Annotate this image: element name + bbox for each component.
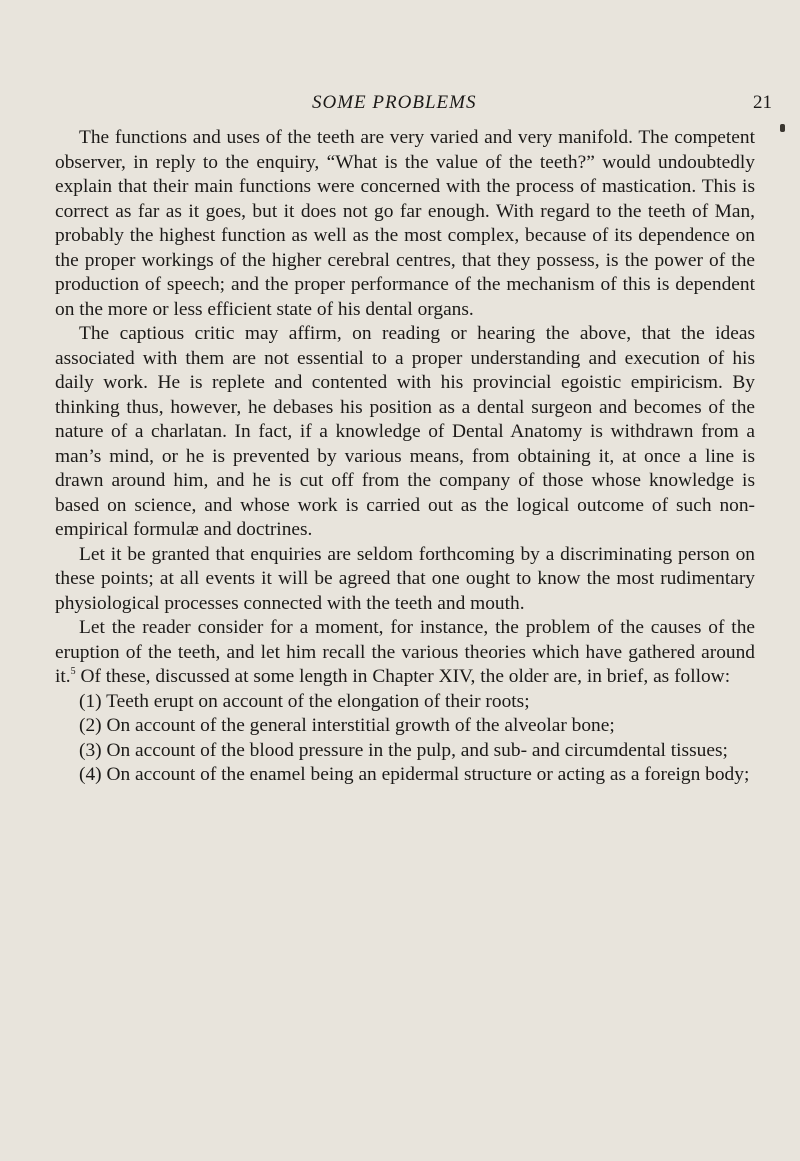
list-item-blood-pressure: (3) On account of the blood pressure in the pulp, and sub- and circumdental tissues; <box>79 739 728 761</box>
ink-speck <box>780 124 785 132</box>
paragraph-functions-of-teeth: The functions and uses of the teeth are very varied and very manifold. The competent observer, in reply to the enquiry, “What is the value of the teeth?” would undoubtedly explain that their main functions were concerned with the process of mastication. This is correct as far as it goes, but it does not go far enough. With regard to the teeth of Man, probably the highest function as well as the most complex, because of its dependence on the proper workings of the higher cerebral centres, that they possess, is the power of the production of speech; and the proper performance of the mechanism of this is dependent on the more or less efficient state of his dental organs. <box>55 127 755 320</box>
page-number: 21 <box>753 92 772 113</box>
paragraph-enquiries: Let it be granted that enquiries are seldom forthcoming by a discriminating person on these points; at all events it will be agreed that one ought to know the most rudimentary physiological processes connected with the teeth and mouth. <box>55 543 755 614</box>
list-item-alveolar-bone: (2) On account of the general interstitial growth of the alveolar bone; <box>79 715 615 736</box>
list-item-enamel: (4) On account of the enamel being an epidermal structure or acting as a foreign body; <box>79 764 750 785</box>
list-item-roots: (1) Teeth erupt on account of the elongation of their roots; <box>79 690 530 712</box>
footnote-reference: 5 <box>70 666 76 677</box>
eruption-text-start: Let the reader consider for a moment, for instance, the problem of the causes of the eruption of the teeth, and let him recall the various theories which have gathered around it. <box>55 617 755 687</box>
body-text <box>55 126 755 788</box>
paragraph-captious-critic: The captious critic may affirm, on reading or hearing the above, that the ideas associated with them are not essential to a proper understanding and execution of his daily work. He is replete and contented with his provincial egoistic empiricism. By thinking thus, however, he debases his position as a dental surgeon and becomes of the nature of a charlatan. In fact, if a knowledge of Dental Anatomy is withdrawn from a man’s mind, or he is prevented by various means, from obtaining it, at once a line is drawn around him, and he is cut off from the company of those whose knowledge is based on science, and whose work is carried out as the logical outcome of such non-empirical formulæ and doctrines. <box>55 323 755 540</box>
paragraph-eruption-theories <box>55 616 755 690</box>
eruption-text-end: Of these, discussed at some length in Chapter XIV, the older are, in brief, as follow: <box>75 666 731 687</box>
running-title: SOME PROBLEMS <box>312 92 477 113</box>
running-head <box>0 92 800 116</box>
